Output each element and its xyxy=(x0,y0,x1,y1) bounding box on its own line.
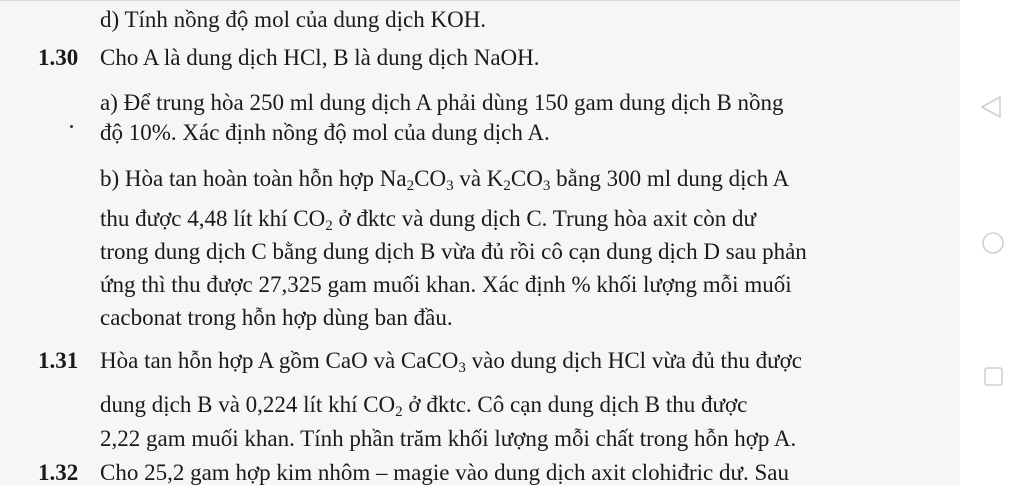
problem-1-30 xyxy=(38,44,540,72)
problem-1-31-line-2 xyxy=(100,391,747,419)
problem-1-31 xyxy=(38,347,802,375)
text-run: bằng 300 ml dung dịch A xyxy=(550,166,790,191)
part-b-line-3 xyxy=(100,238,807,266)
android-nav-bar xyxy=(960,0,1024,485)
part-b-line-1 xyxy=(100,165,789,193)
problem-number: 1.30 xyxy=(38,45,79,70)
text-run: độ 10%. Xác định nồng độ mol của dung dịch A. xyxy=(100,120,550,145)
part-a-line-2 xyxy=(100,119,550,147)
text-run: CO xyxy=(414,166,447,191)
recents-square-icon[interactable] xyxy=(983,366,1005,388)
text-run: vào dung dịch HCl vừa đủ thu được xyxy=(465,348,802,373)
problem-number: 1.32 xyxy=(38,460,79,485)
part-b-line-4 xyxy=(100,271,792,299)
home-circle-icon[interactable] xyxy=(980,230,1006,256)
subscript: 3 xyxy=(446,178,454,194)
text-run: và K xyxy=(453,166,504,191)
text-run: ở đktc. Cô cạn dung dịch B thu được xyxy=(402,392,748,417)
text-run: d) Tính nồng độ mol của dung dịch KOH. xyxy=(100,7,487,32)
text-run: ứng thì thu được 27,325 gam muối khan. Xác định % khối lượng mỗi muối xyxy=(100,272,792,297)
problem-number: 1.31 xyxy=(38,348,79,373)
part-a-line-1 xyxy=(100,89,784,117)
subscript: 2 xyxy=(406,178,415,194)
text-run: CO xyxy=(510,166,543,191)
text-run: 2,22 gam muối khan. Tính phần trăm khối lượng mỗi chất trong hỗn hợp A. xyxy=(100,426,797,451)
text-run: ở đktc và dung dịch C. Trung hòa axit còn dư xyxy=(332,206,757,231)
line-1d xyxy=(100,6,486,34)
text-run: cacbonat trong hỗn hợp dùng ban đầu. xyxy=(100,305,453,330)
speck xyxy=(70,125,73,128)
text-run: Hòa tan hỗn hợp A gồm CaO và CaCO xyxy=(100,348,459,373)
subscript: 2 xyxy=(395,404,403,420)
text-run: a) Để trung hòa 250 ml dung dịch A phải dùng 150 gam dung dịch B nồng xyxy=(100,90,784,115)
text-run: Cho A là dung dịch HCl, B là dung dịch NaOH. xyxy=(100,45,540,70)
problem-1-31-line-3 xyxy=(100,425,796,453)
part-b-line-5 xyxy=(100,304,453,332)
text-run: b) Hòa tan hoàn toàn hỗn hợp Na xyxy=(100,166,407,191)
text-run: dung dịch B và 0,224 lít khí CO xyxy=(100,392,396,417)
part-b-line-2 xyxy=(100,205,756,233)
subscript: 2 xyxy=(325,218,333,234)
problem-1-32 xyxy=(38,459,789,487)
subscript: 3 xyxy=(542,178,551,194)
subscript: 2 xyxy=(503,178,511,194)
text-run: trong dung dịch C bằng dung dịch B vừa đủ rồi cô cạn dung dịch D sau phản xyxy=(100,239,807,264)
subscript: 3 xyxy=(458,360,466,376)
text-run: thu được 4,48 lít khí CO xyxy=(100,206,326,231)
text-run: Cho 25,2 gam hợp kim nhôm – magie vào dung dịch axit clohiđric dư. Sau xyxy=(100,460,789,485)
back-triangle-icon[interactable] xyxy=(978,94,1004,120)
